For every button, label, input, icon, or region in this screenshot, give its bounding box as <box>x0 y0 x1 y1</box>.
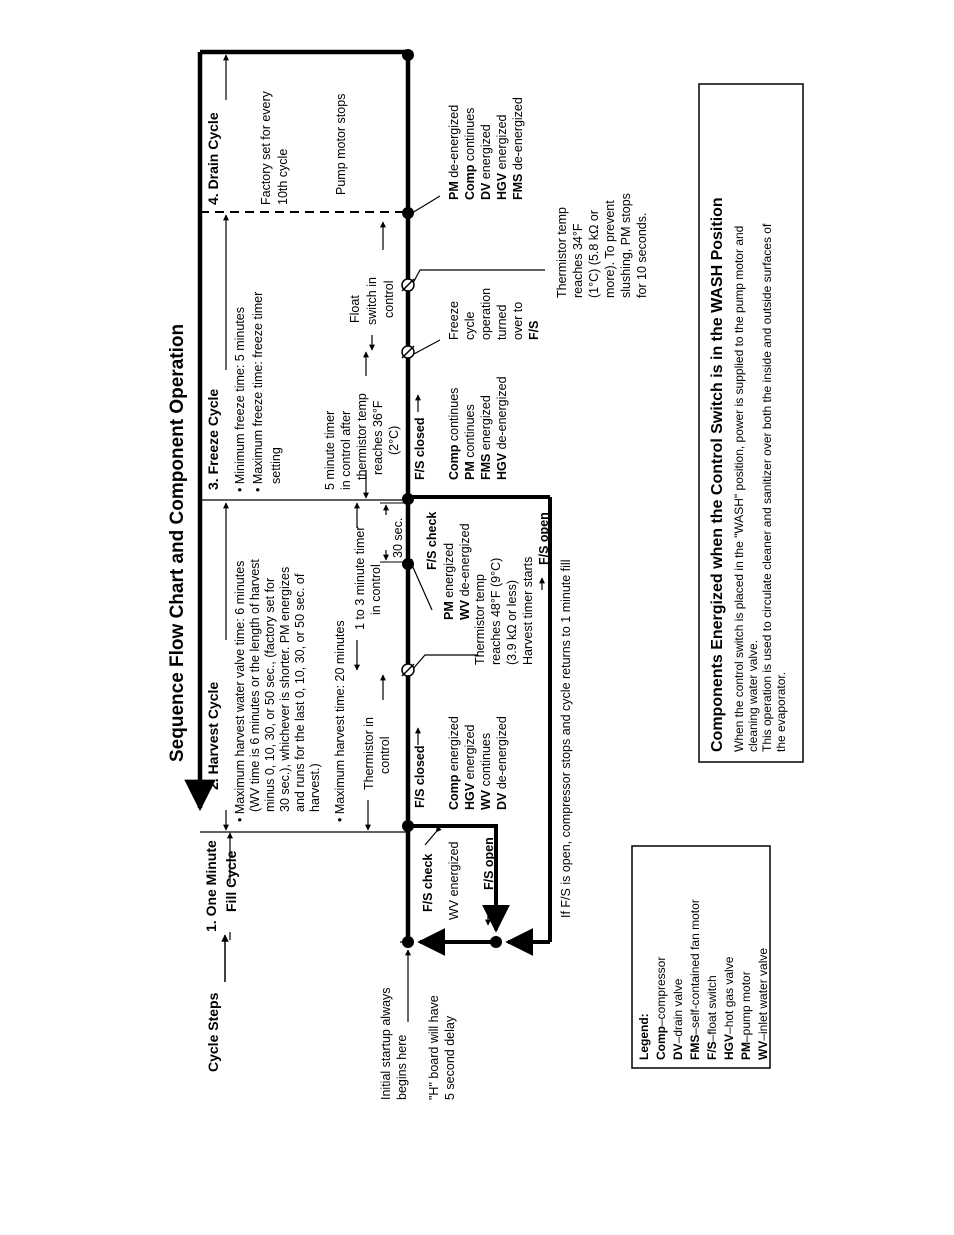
svg-text:switch in: switch in <box>365 277 379 325</box>
node-start <box>402 936 414 948</box>
svg-text:reaches 36°F: reaches 36°F <box>371 400 385 475</box>
node-drain-start <box>402 207 414 219</box>
svg-text:Freeze: Freeze <box>447 301 461 340</box>
svg-text:HGV–hot gas valve: HGV–hot gas valve <box>722 956 736 1060</box>
cycle-fill-header <box>203 840 219 932</box>
svg-text:30 sec.: 30 sec. <box>391 517 405 558</box>
svg-text:F/S–float switch: F/S–float switch <box>705 975 719 1060</box>
freeze-start-block <box>413 376 509 480</box>
svg-text:Thermistor temp: Thermistor temp <box>473 574 487 665</box>
svg-text:minus 0, 10, 30, or 50 sec., (: minus 0, 10, 30, or 50 sec., (factory set for <box>263 577 277 812</box>
thermistor-node-34 <box>402 279 414 291</box>
svg-text:control: control <box>378 736 392 774</box>
svg-text:• Maximum harvest time: 20 min: • Maximum harvest time: 20 minutes <box>333 620 347 822</box>
svg-text:F/S: F/S <box>527 320 541 340</box>
svg-text:cycle: cycle <box>463 311 477 340</box>
open-return-note <box>559 560 573 918</box>
svg-text:in control after: in control after <box>339 410 353 490</box>
svg-text:Pump motor stops: Pump motor stops <box>334 93 348 195</box>
svg-text:begins here: begins here <box>395 1034 409 1100</box>
svg-text:PM energized: PM energized <box>442 542 456 620</box>
svg-text:cleaning water valve.: cleaning water valve. <box>746 639 760 752</box>
svg-text:FMS de-energized: FMS de-energized <box>511 97 525 200</box>
harvest-notes <box>233 559 347 822</box>
timer-1-3-note <box>353 503 383 670</box>
svg-text:5 minute timer: 5 minute timer <box>323 410 337 490</box>
svg-text:HGV de-energized: HGV de-energized <box>495 376 509 480</box>
freeze-fs-note <box>412 288 541 355</box>
svg-text:FMS–self-contained fan motor: FMS–self-contained fan motor <box>688 899 702 1060</box>
svg-text:thermistor temp: thermistor temp <box>355 393 369 480</box>
drain-components <box>412 97 525 213</box>
svg-text:F/S open: F/S open <box>537 512 551 565</box>
node-fill-return <box>490 936 502 948</box>
svg-text:F/S closed: F/S closed <box>413 417 427 480</box>
cycle-drain-header <box>205 112 221 205</box>
svg-text:PM–pump motor: PM–pump motor <box>739 971 753 1060</box>
svg-text:1. One Minute: 1. One Minute <box>203 840 219 932</box>
svg-text:F/S open: F/S open <box>482 837 496 890</box>
svg-text:Thermistor in: Thermistor in <box>362 717 376 790</box>
wash-position-box <box>699 84 803 762</box>
svg-text:and runs for the last 0, 10, 3: and runs for the last 0, 10, 30, or 50 sec. of <box>293 573 307 812</box>
svg-text:HGV energized: HGV energized <box>463 724 477 810</box>
node-harvest-start <box>402 820 414 832</box>
svg-text:Cycle Steps: Cycle Steps <box>205 992 221 1072</box>
svg-text:setting: setting <box>269 447 283 484</box>
thermistor-node-harvest <box>402 664 414 676</box>
svg-text:for 10 seconds.: for 10 seconds. <box>635 212 649 298</box>
wash-title: Components Energized when the Control Switch is in the WASH Position <box>709 197 726 752</box>
svg-text:Legend:: Legend: <box>637 1013 651 1060</box>
svg-text:WV continues: WV continues <box>479 732 493 810</box>
drain-notes <box>259 90 348 205</box>
svg-text:Comp continues: Comp continues <box>447 387 461 480</box>
svg-text:• Maximum harvest water valve: • Maximum harvest water valve time: 6 minutes <box>233 560 247 822</box>
float-switch-control-note <box>348 222 396 350</box>
freeze-components <box>447 376 509 480</box>
svg-text:reaches 48°F (9°C): reaches 48°F (9°C) <box>489 557 503 665</box>
svg-text:reaches 34°F: reaches 34°F <box>571 223 585 298</box>
svg-text:FMS energized: FMS energized <box>479 395 493 480</box>
chart-title: Sequence Flow Chart and Component Operation <box>167 323 188 762</box>
freeze-notes <box>233 292 283 492</box>
svg-text:F/S check: F/S check <box>425 511 439 570</box>
thermistor-48-note <box>412 557 535 670</box>
svg-text:(WV time is 6 minutes or the l: (WV time is 6 minutes or the length of harvest <box>248 559 262 812</box>
svg-text:HGV energized: HGV energized <box>495 114 509 200</box>
svg-text:the evaporator.: the evaporator. <box>774 671 788 752</box>
fill-branch <box>408 826 496 942</box>
thermistor-34-note <box>412 193 649 298</box>
node-freeze-start <box>402 493 414 505</box>
svg-text:DV de-energized: DV de-energized <box>495 716 509 810</box>
harvest-components <box>447 716 509 810</box>
cycle-steps-label <box>205 992 221 1072</box>
svg-text:F/S check: F/S check <box>421 853 435 912</box>
svg-text:operation: operation <box>479 287 493 340</box>
node-end <box>402 49 414 61</box>
svg-text:PM de-energized: PM de-energized <box>447 104 461 200</box>
svg-text:Comp energized: Comp energized <box>447 716 461 810</box>
thermistor-node-freeze <box>402 346 414 358</box>
svg-text:in control: in control <box>369 564 383 615</box>
svg-text:Comp continues: Comp continues <box>463 107 477 200</box>
svg-text:control: control <box>382 280 396 318</box>
svg-text:If F/S is open, compressor sto: If F/S is open, compressor stops and cycle returns to 1 minute fill <box>559 559 573 918</box>
svg-text:DV energized: DV energized <box>479 124 493 200</box>
legend <box>632 846 770 1068</box>
svg-text:over to: over to <box>511 301 525 340</box>
five-minute-timer-note <box>323 352 401 498</box>
svg-text:5 second delay: 5 second delay <box>443 1015 457 1100</box>
svg-text:Fill Cycle: Fill Cycle <box>223 850 239 912</box>
svg-text:slushing, PM stops: slushing, PM stops <box>619 193 633 298</box>
svg-text:(1°C) (5.8 kΩ or: (1°C) (5.8 kΩ or <box>587 210 601 298</box>
thirty-sec-note <box>380 503 408 562</box>
svg-text:(3.9 kΩ or less): (3.9 kΩ or less) <box>505 579 519 665</box>
cycle-freeze-header <box>205 389 221 490</box>
node-pm-check <box>402 558 414 570</box>
svg-text:4. Drain Cycle: 4. Drain Cycle <box>205 112 221 205</box>
svg-text:more). To prevent: more). To prevent <box>603 200 617 298</box>
svg-text:PM continues: PM continues <box>463 404 477 480</box>
startup-note <box>379 950 409 1100</box>
svg-text:harvest.): harvest.) <box>308 763 322 812</box>
svg-text:10th cycle: 10th cycle <box>276 148 290 205</box>
thermistor-control-note <box>362 675 392 830</box>
svg-text:This operation is used to circ: This operation is used to circulate cleaner and sanitizer over both the inside and outside surfaces of <box>760 223 774 752</box>
cycle-harvest-header <box>205 682 221 790</box>
svg-text:3. Freeze Cycle: 3. Freeze Cycle <box>205 388 221 490</box>
svg-text:Thermistor temp: Thermistor temp <box>555 207 569 298</box>
svg-text:F/S closed: F/S closed <box>413 745 427 808</box>
harvest-start-block <box>413 716 509 810</box>
svg-text:30 sec.), whichever is shorter: 30 sec.), whichever is shorter. PM energizes <box>278 566 292 812</box>
svg-text:2. Harvest Cycle: 2. Harvest Cycle <box>205 681 221 790</box>
svg-text:When the control switch is pla: When the control switch is placed in the "WASH" position, power is supplied to the pump motor and <box>732 225 746 752</box>
svg-text:Initial startup always: Initial startup always <box>379 987 393 1100</box>
svg-text:WV energized: WV energized <box>447 841 461 920</box>
svg-text:WV–inlet water valve: WV–inlet water valve <box>756 947 770 1060</box>
svg-text:DV–drain valve: DV–drain valve <box>671 978 685 1060</box>
board-delay-note <box>427 995 457 1100</box>
svg-text:Float: Float <box>348 295 362 323</box>
svg-text:"H" board will have: "H" board will have <box>427 995 441 1100</box>
svg-text:Comp–compressor: Comp–compressor <box>654 956 668 1060</box>
svg-text:WV de-energized: WV de-energized <box>458 523 472 620</box>
svg-text:turned: turned <box>495 304 509 340</box>
svg-text:1 to 3 minute timer: 1 to 3 minute timer <box>353 526 367 630</box>
svg-text:Harvest timer starts: Harvest timer starts <box>521 556 535 665</box>
svg-text:(2°C): (2°C) <box>387 425 401 455</box>
svg-text:• Minimum freeze time: 5 minut: • Minimum freeze time: 5 minutes <box>233 307 247 492</box>
svg-text:• Maximum freeze time: freeze: • Maximum freeze time: freeze timer <box>251 291 265 492</box>
svg-text:Factory set for every: Factory set for every <box>259 91 273 205</box>
